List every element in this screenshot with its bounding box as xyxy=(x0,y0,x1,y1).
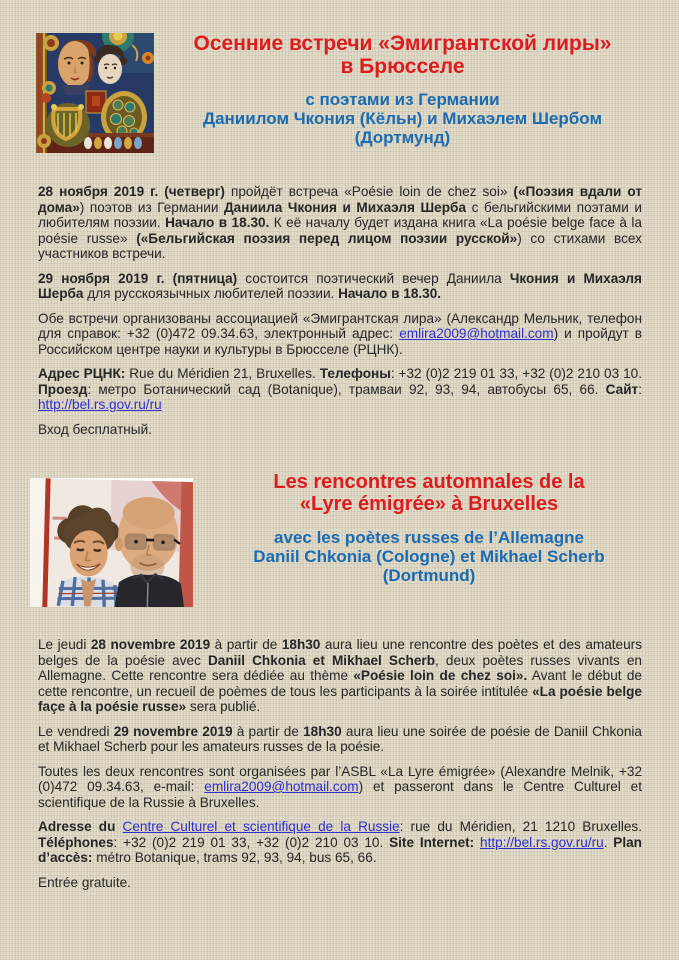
paragraph-ru-organizers xyxy=(38,311,642,358)
hyperlink[interactable]: http://bel.rs.gov.ru/ru xyxy=(38,397,162,412)
folk-art-illustration xyxy=(36,33,154,153)
bold-text: Телефоны xyxy=(319,366,391,381)
bold-text: 29 ноября 2019 г. (пятница) xyxy=(38,270,238,286)
body-text: à partir de xyxy=(232,723,304,739)
french-subtitle xyxy=(203,528,655,585)
russian-body xyxy=(38,184,642,446)
bold-text: Адрес РЦНК: xyxy=(38,366,126,381)
bold-text: Adresse du xyxy=(38,819,123,834)
paragraph-ru-event-2 xyxy=(38,271,642,302)
body-text: . xyxy=(603,834,614,850)
hyperlink[interactable]: emlira2009@hotmail.com xyxy=(204,779,359,794)
bold-text: «La poésie belge façe à la poésie russe» xyxy=(38,683,642,714)
bold-text: Проезд xyxy=(38,381,88,397)
bold-text: Даниила Чкония и Михаэля Шерба xyxy=(224,199,467,215)
bold-text: 18h30 xyxy=(303,723,342,739)
paragraph-ru-address xyxy=(38,366,642,413)
paragraph-fr-address xyxy=(38,819,642,866)
body-text: с бельгийскими поэтами и любителям поэзии. xyxy=(38,199,643,230)
body-text: ) и пройдут в Российском центре науки и культуры в Брюсселе (РЦНК). xyxy=(38,326,643,357)
two-poets-photo xyxy=(30,478,193,607)
russian-subtitle-line3: (Дортмунд) xyxy=(354,128,451,147)
bold-text: («Бельгийская поэзия перед лицом поэзии русской» xyxy=(136,230,518,246)
body-text: состоится поэтический вечер Даниила xyxy=(237,270,510,286)
body-text: Avant le début de cette rencontre, un recueil de poèmes de tous les participants à la soirée intitulée xyxy=(38,668,642,699)
paragraph-fr-event-2 xyxy=(38,724,642,755)
body-text: Le jeudi xyxy=(38,637,91,652)
french-header xyxy=(203,471,655,585)
paragraph-fr-free-entry xyxy=(38,875,642,891)
body-text: ) со стихами всех участников встречи. xyxy=(38,230,642,261)
body-text: Обе встречи организованы ассоциацией «Эмигрантская лира» (Александр Мельник, телефон для справок: +32 (0)472 09.34.63, электронный адрес: xyxy=(38,310,642,341)
russian-title xyxy=(150,32,655,78)
body-text: К её началу будет издана книга «La poésie belge face à la poésie russe» xyxy=(38,215,642,246)
bold-text: Сайт xyxy=(605,381,639,397)
russian-header xyxy=(150,32,655,147)
french-subtitle-line2: Daniil Chkonia (Cologne) et Mikhael Scherb xyxy=(253,547,605,566)
body-text: métro Botanique, trams 92, 93, 94, bus 65, 66. xyxy=(92,850,377,865)
body-text: : rue du Méridien, 21 1210 Bruxelles. xyxy=(399,819,642,834)
body-text: aura lieu une rencontre des poètes et des amateurs belges de la poésie avec xyxy=(38,637,642,668)
bold-text: 28 novembre 2019 xyxy=(90,637,211,652)
body-text: sera publié. xyxy=(186,699,261,714)
russian-title-line1: Осенние встречи «Эмигрантской лиры» xyxy=(193,32,612,55)
bold-text: 18h30 xyxy=(281,637,321,652)
body-text: à partir de xyxy=(210,637,282,652)
bold-text: Чкония и Михаэля Шерба xyxy=(38,270,642,301)
french-title-line2: «Lyre émigrée» à Bruxelles xyxy=(299,493,559,515)
body-text: , deux poètes russes vivants en Allemagne. Cette rencontre sera dédiée au thème xyxy=(38,652,642,683)
french-title-line1: Les rencontres automnales de la xyxy=(273,471,585,493)
paragraph-fr-organizers xyxy=(38,764,642,811)
body-text: ) поэтов из Германии xyxy=(79,199,224,215)
hyperlink[interactable]: http://bel.rs.gov.ru/ru xyxy=(480,834,604,850)
bold-text: 28 ноября 2019 г. (четверг) xyxy=(38,184,225,199)
folk-art-poets-lyre-image xyxy=(36,33,154,153)
body-text: Rue du Méridien 21, Bruxelles. xyxy=(125,366,320,381)
bold-text: Начало в 18.30. xyxy=(338,286,442,301)
body-text: для русскоязычных любителей поэзии. xyxy=(83,286,339,301)
bold-text: 29 novembre 2019 xyxy=(113,723,233,739)
body-text: пройдёт встреча «Poésie loin de chez soi» xyxy=(224,184,514,199)
hyperlink[interactable]: emlira2009@hotmail.com xyxy=(399,326,554,341)
body-text: Le vendredi xyxy=(38,723,114,739)
french-subtitle-line3: (Dortmund) xyxy=(382,566,476,585)
paragraph-fr-event-1 xyxy=(38,637,642,715)
russian-subtitle-line2: Даниилом Чкония (Кёльн) и Михаэлем Шербом xyxy=(202,109,603,128)
body-text: Entrée gratuite. xyxy=(38,874,131,890)
paragraph-ru-free-entry xyxy=(38,422,642,438)
bold-text: Daniil Chkonia et Mikhael Scherb xyxy=(207,652,436,668)
bold-text: Начало в 18.30. xyxy=(165,215,270,230)
bold-text: Plan d’accès: xyxy=(38,834,642,865)
paragraph-ru-event-1 xyxy=(38,184,642,262)
french-body xyxy=(38,637,642,899)
russian-title-line2: в Брюсселе xyxy=(340,55,465,78)
two-poets-photo-image xyxy=(30,478,193,607)
body-text: : +32 (0)2 219 01 33, +32 (0)2 210 03 10. xyxy=(113,834,390,850)
body-text: ) et passeront dans le Centre Culturel et scientifique de la Russie à Bruxelles. xyxy=(38,779,642,810)
russian-subtitle-line1: с поэтами из Германии xyxy=(305,90,500,109)
body-text: aura lieu une soirée de poésie de Daniil Chkonia et Mikhael Scherb pour les amateurs russes de la poésie. xyxy=(38,723,642,754)
french-title xyxy=(203,471,655,515)
body-text: : +32 (0)2 219 01 33, +32 (0)2 210 03 10. xyxy=(390,366,642,381)
bold-text: Téléphones xyxy=(38,834,114,850)
body-text: Toutes les deux rencontres sont organisées par l’ASBL «La Lyre émigrée» (Alexandre Melnik, +32 (0)472 09.34.63, e-mail: xyxy=(38,763,642,794)
bold-text: «Poésie loin de chez soi». xyxy=(353,668,528,683)
body-text: Вход бесплатный. xyxy=(38,421,152,437)
body-text: : метро Ботанический сад (Botanique), трамваи 92, 93, 94, автобусы 65, 66. xyxy=(87,381,606,397)
body-text: : xyxy=(638,381,642,397)
bold-text: Site Internet: xyxy=(389,834,475,850)
russian-subtitle xyxy=(150,90,655,147)
bold-text: («Поэзия вдали от дома» xyxy=(38,184,642,215)
hyperlink[interactable]: Centre Culturel et scientifique de la Russie xyxy=(122,819,400,834)
french-subtitle-line1: avec les poètes russes de l’Allemagne xyxy=(274,528,584,547)
